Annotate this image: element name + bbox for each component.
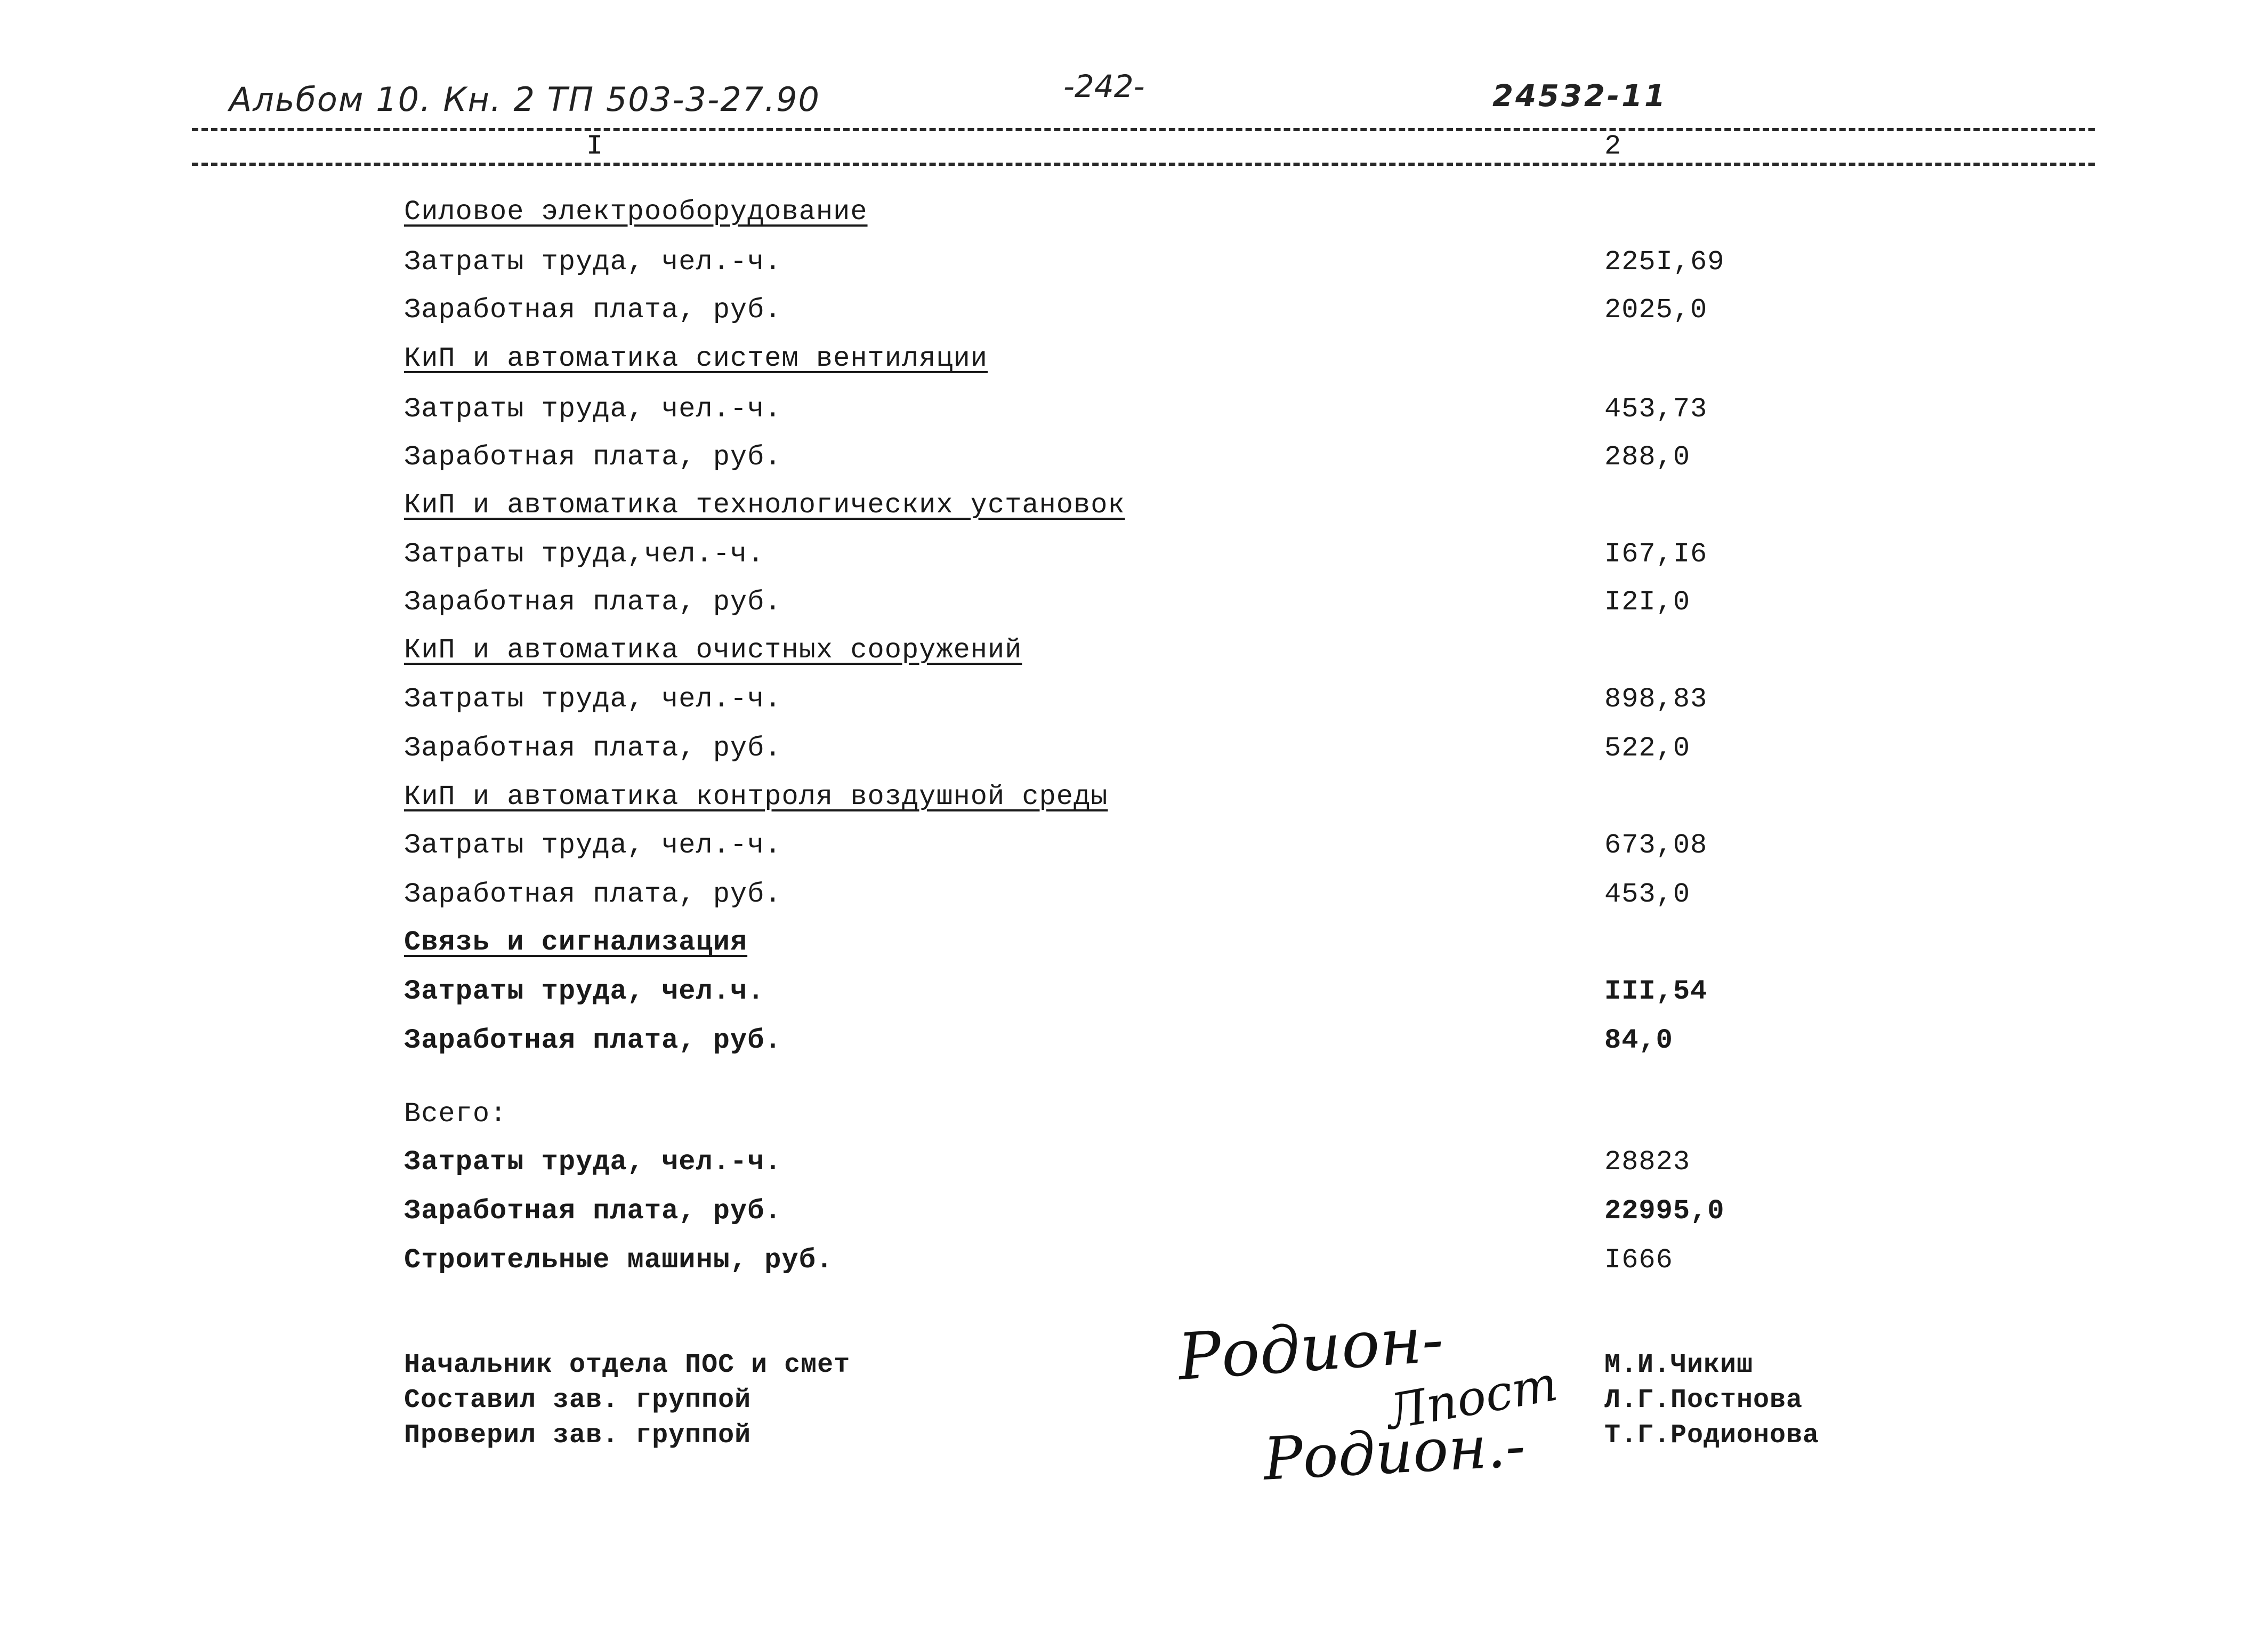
row-value: I67,I6 (1604, 538, 1708, 570)
header-divider-bottom (192, 163, 2095, 166)
column-number-2: 2 (1604, 131, 1621, 162)
section-title: КиП и автоматика контроля воздушной среды (404, 781, 1108, 813)
header-divider-top (192, 128, 2095, 131)
total-row-label: Заработная плата, руб. (404, 1195, 782, 1227)
row-value: 453,0 (1604, 879, 1691, 910)
row-label: Затраты труда,чел.-ч. (404, 538, 765, 570)
page-number: -242- (1063, 68, 1145, 104)
row-value: 673,08 (1604, 830, 1708, 861)
section-title: КиП и автоматика систем вентиляции (404, 343, 988, 374)
row-value: 453,73 (1604, 393, 1708, 425)
row-label: Затраты труда, чел.-ч. (404, 830, 782, 861)
section-title: Связь и сигнализация (404, 927, 748, 958)
row-label: Затраты труда, чел.-ч. (404, 684, 782, 715)
section-title: КиП и автоматика технологических установок (404, 489, 1125, 521)
row-value: 225I,69 (1604, 246, 1725, 278)
signature-name: М.И.Чикиш (1604, 1350, 1754, 1380)
handwritten-signature: Родион.- (1261, 1411, 1527, 1493)
row-value: III,54 (1604, 976, 1708, 1007)
row-label: Заработная плата, руб. (404, 586, 782, 618)
row-value: 2025,0 (1604, 294, 1708, 326)
column-number-1: I (586, 131, 603, 162)
row-label: Заработная плата, руб. (404, 441, 782, 473)
row-label: Заработная плата, руб. (404, 733, 782, 764)
total-row-value: 22995,0 (1604, 1195, 1725, 1227)
signature-name: Т.Г.Родионова (1604, 1420, 1820, 1451)
total-row-value: I666 (1604, 1244, 1673, 1276)
total-row-label: Затраты труда, чел.-ч. (404, 1146, 782, 1178)
total-row-value: 28823 (1604, 1146, 1691, 1178)
row-label: Затраты труда, чел.ч. (404, 976, 765, 1007)
row-label: Затраты труда, чел.-ч. (404, 246, 782, 278)
handwritten-signature: Лпост (1382, 1355, 1562, 1441)
row-label: Заработная плата, руб. (404, 294, 782, 326)
section-title: КиП и автоматика очистных сооружений (404, 634, 1022, 666)
signature-role: Начальник отдела ПОС и смет (404, 1350, 851, 1380)
row-label: Заработная плата, руб. (404, 1025, 782, 1056)
row-value: 898,83 (1604, 684, 1708, 715)
total-row-label: Строительные машины, руб. (404, 1244, 834, 1276)
handwritten-signature: Родион- (1175, 1302, 1446, 1395)
row-label: Заработная плата, руб. (404, 879, 782, 910)
section-title: Силовое электрооборудование (404, 196, 868, 228)
total-title: Всего: (404, 1098, 507, 1130)
row-value: I2I,0 (1604, 586, 1691, 618)
signature-name: Л.Г.Постнова (1604, 1385, 1803, 1416)
row-value: 288,0 (1604, 441, 1691, 473)
album-reference: Альбом 10. Кн. 2 ТП 503-3-27.90 (229, 80, 820, 119)
row-value: 522,0 (1604, 733, 1691, 764)
signature-role: Проверил зав. группой (404, 1420, 752, 1451)
signature-role: Составил зав. группой (404, 1385, 752, 1416)
document-number: 24532-11 (1492, 79, 1667, 114)
row-label: Затраты труда, чел.-ч. (404, 393, 782, 425)
row-value: 84,0 (1604, 1025, 1673, 1056)
